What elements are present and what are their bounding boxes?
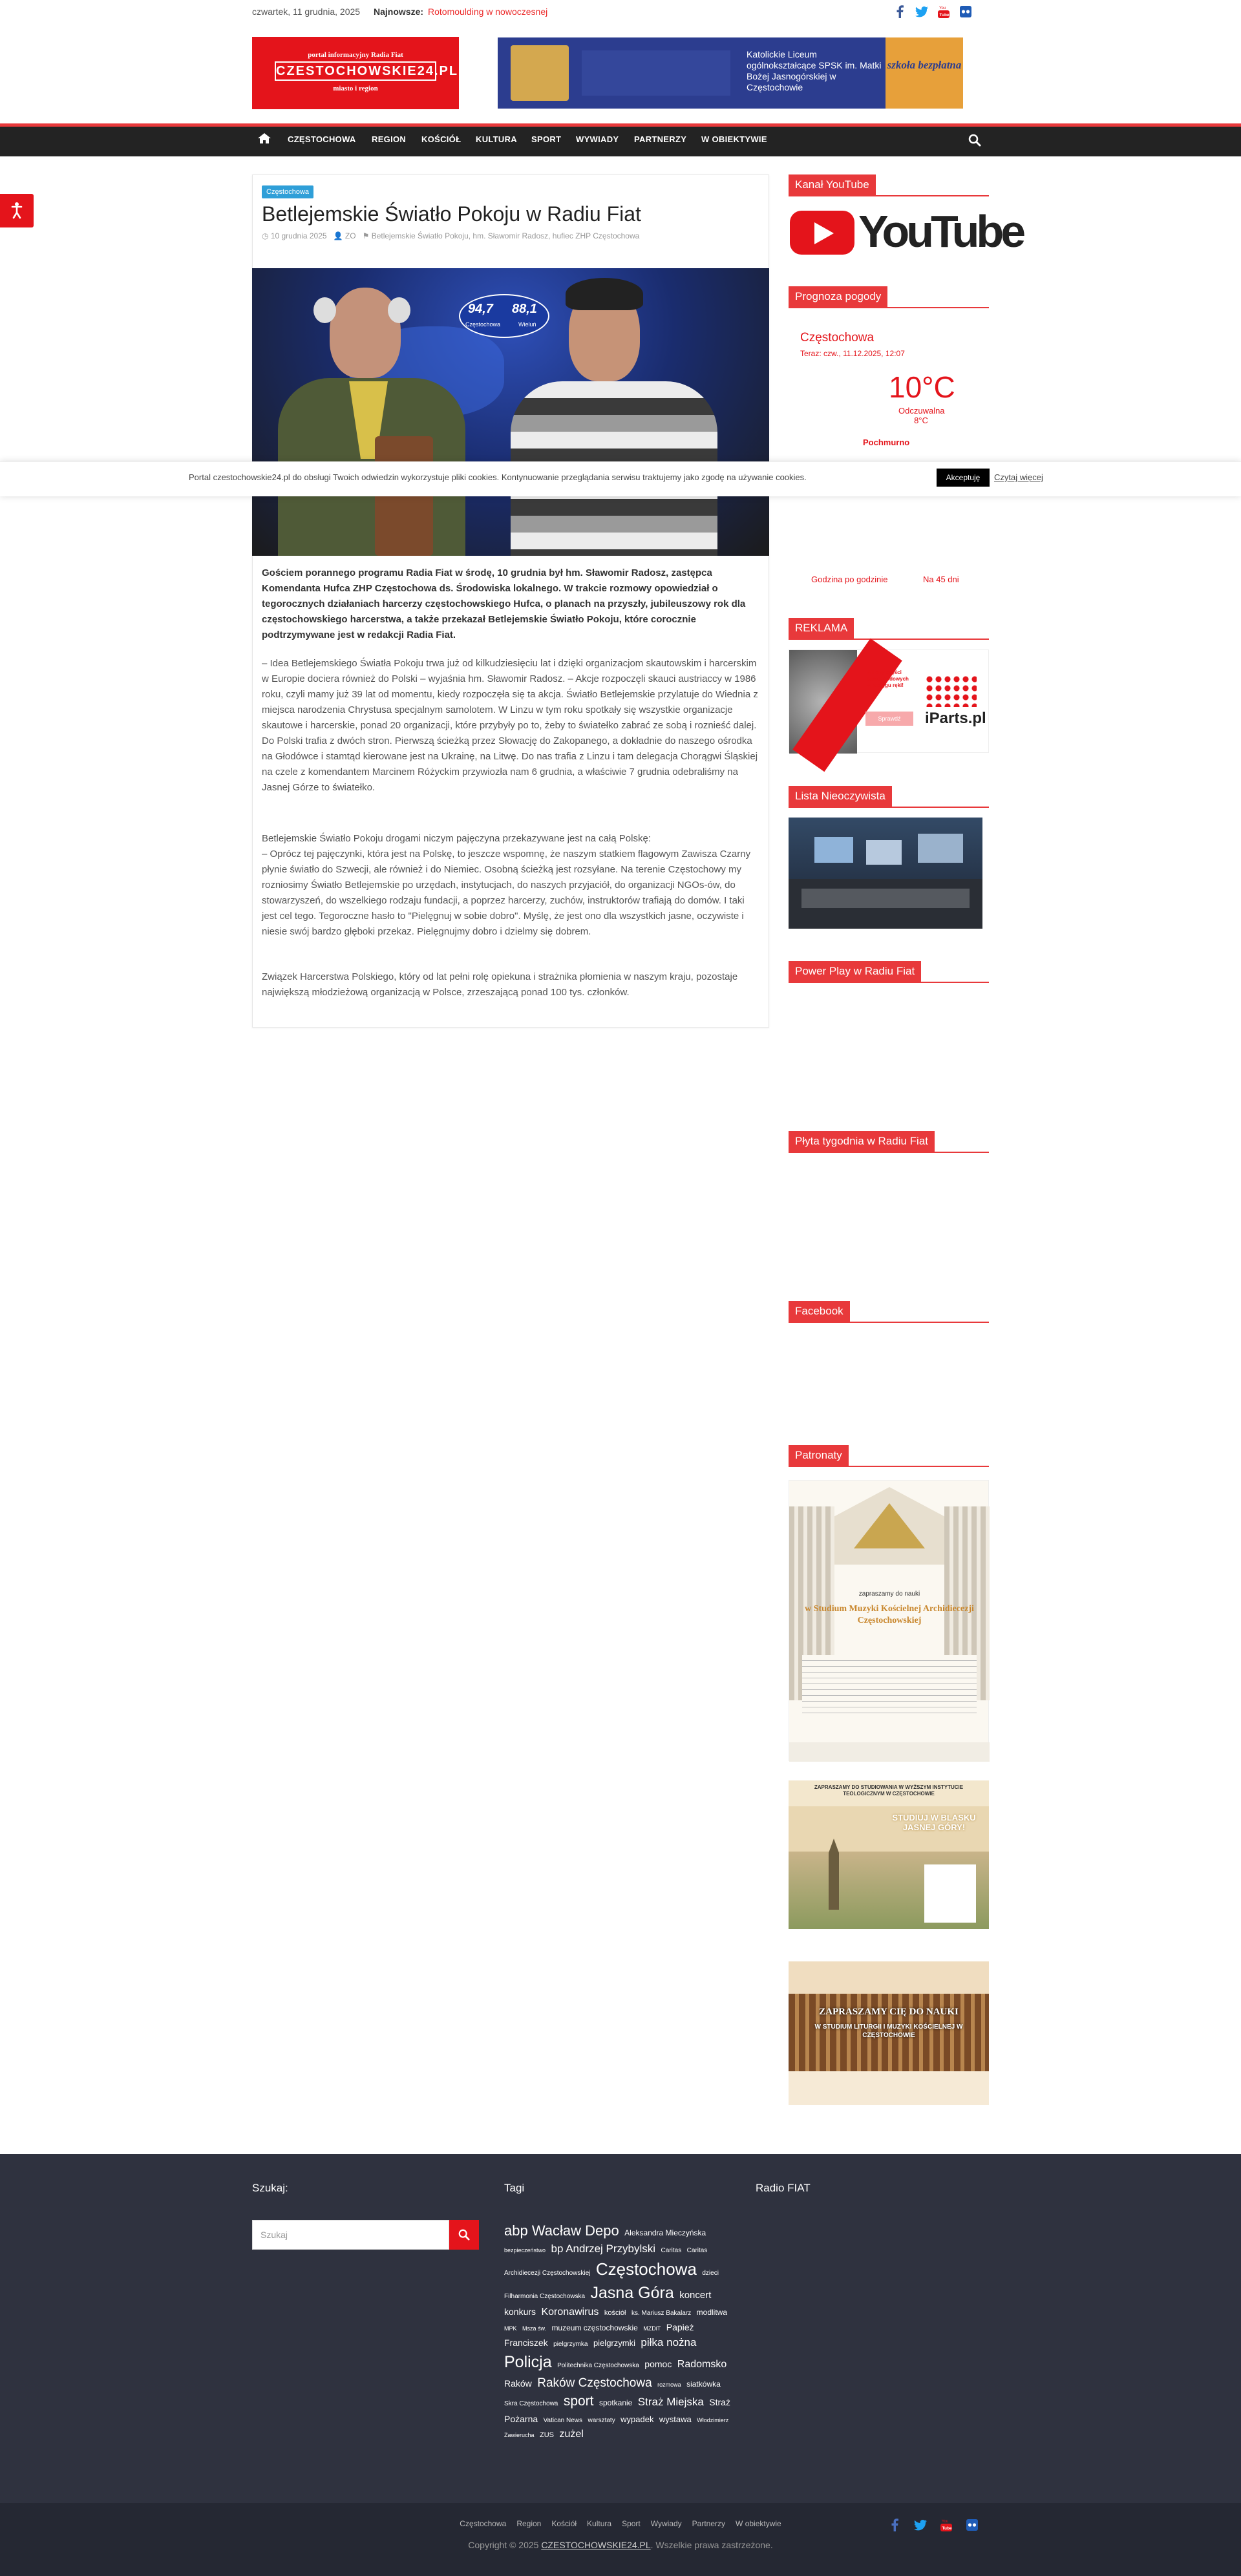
- article-paragraph: Betlejemskie Światło Pokoju drogami niczym pajęczyna przekazywane jest na całą Polskę:: [262, 833, 651, 844]
- article-date[interactable]: 10 grudnia 2025: [270, 231, 327, 240]
- latest-news-link[interactable]: Rotomoulding w nowoczesnej: [428, 6, 548, 17]
- nav-item-czestochowa[interactable]: CZĘSTOCHOWA: [288, 134, 356, 144]
- site-logo[interactable]: [252, 37, 459, 109]
- widget-title-lista-nieoczywista: Lista Nieoczywista: [789, 786, 989, 808]
- footer-nav-item[interactable]: Partnerzy: [692, 2519, 726, 2528]
- svg-text:You: You: [939, 6, 946, 10]
- tag-link[interactable]: Policja: [504, 2353, 552, 2372]
- widget-title-patronaty: Patronaty: [789, 1445, 989, 1467]
- article-tags[interactable]: Betlejemskie Światło Pokoju, hm. Sławomir Radosz, hufiec ZHP Częstochowa: [371, 231, 640, 240]
- nav-item-sport[interactable]: SPORT: [531, 134, 562, 144]
- weather-city: Częstochowa: [800, 331, 875, 344]
- nav-item-w-obiektywie[interactable]: W OBIEKTYWIE: [701, 134, 767, 144]
- article-title: Betlejemskie Światło Pokoju w Radiu Fiat: [262, 202, 641, 226]
- svg-text:Tube: Tube: [942, 2526, 952, 2531]
- facebook-icon[interactable]: [891, 3, 909, 21]
- patron-ad-studium-muzyki[interactable]: zapraszamy do nauki w Studium Muzyki Kościelnej Archidiecezji Częstochowskiej: [789, 1480, 989, 1761]
- tag-link[interactable]: Vatican News: [543, 2416, 583, 2424]
- user-icon: 👤: [333, 231, 343, 240]
- article-paragraph: – Idea Betlejemskiego Światła Pokoju trwa już od kilkudziesięciu lat i dzięki organizacjom skautowskim i harcerskim w Europie dociera również do Polski – wyjaśnia hm. Sławomir Radosz. – Akcje rozpoczęli skauci austriaccy w 1986 roku, czyli mamy już 39 lat od momentu, kiedy rozpoczęła się ta akcja. Światło Betlejemskie przylatuje do Wiednia z miejsca narodzenia Chrystusa specjalnym samolotem. W Linzu w tym roku spotkały się wszystkie organizacje skautowe i harcerskie, ponad 20 organizacji, które przybyły po to, żeby to światełko zabrać ze sobą i roznieść dalej. Do Polski trafia z dwóch stron. Pierwszą ścieżką przez Słowację do Zakopanego, a dokładnie do naszego ośrodka na Głodówce i stamtąd kierowane jest na Ukrainę, na Litwę. Do nas trafia z Linzu i tam delegacja Chorągwi Śląskiej na czele z komendantem Marcinem Różyckim przywiozła nam 6 grudnia, a właściwie 7 grudnia odebraliśmy na Jasnej Górze to światełko.: [262, 658, 758, 793]
- nav-item-partnerzy[interactable]: PARTNERZY: [634, 134, 687, 144]
- tag-link[interactable]: MZDiT: [643, 2325, 661, 2332]
- cookie-more-link[interactable]: Czytaj więcej: [994, 472, 1043, 482]
- footer-nav-item[interactable]: W obiektywie: [736, 2519, 781, 2528]
- tag-link[interactable]: dzieci: [702, 2269, 719, 2277]
- tag-link[interactable]: Msza św.: [522, 2325, 546, 2332]
- nav-item-region[interactable]: REGION: [372, 134, 407, 144]
- tag-link[interactable]: Koronawirus: [541, 2307, 599, 2318]
- svg-text:YouTube: YouTube: [858, 206, 1023, 257]
- tag-link[interactable]: ZUS: [539, 2431, 554, 2439]
- tag-link[interactable]: MPK: [504, 2325, 517, 2332]
- footer-nav-item[interactable]: Wywiady: [650, 2519, 682, 2528]
- patron-ad-wit[interactable]: ZAPRASZAMY DO STUDIOWANIA W WYŻSZYM INSTYTUCIE TEOLOGICZNYM W CZĘSTOCHOWIE STUDIUJ W BLASKU JASNEJ GÓRY!: [789, 1780, 989, 1929]
- tag-link[interactable]: Caritas: [661, 2246, 682, 2254]
- youtube-icon[interactable]: [935, 3, 953, 21]
- tag-link[interactable]: Caritas Archidiecezji Częstochowskiej: [504, 2246, 708, 2277]
- tag-cloud: [504, 2221, 734, 2442]
- weather-description: Pochmurno: [863, 438, 910, 447]
- nav-item-kosciol[interactable]: KOŚCIÓŁ: [421, 134, 461, 144]
- search-button[interactable]: [449, 2220, 479, 2250]
- footer-radio-title: Radio FIAT: [756, 2182, 811, 2194]
- svg-text:Tube: Tube: [939, 13, 949, 17]
- tag-link[interactable]: kościół: [604, 2309, 626, 2317]
- article-author[interactable]: ZO: [345, 231, 356, 240]
- footer-nav-item[interactable]: Kościół: [551, 2519, 577, 2528]
- footer-nav-item[interactable]: Sport: [622, 2519, 641, 2528]
- article-lead: Gościem porannego programu Radia Fiat w środę, 10 grudnia był hm. Sławomir Radosz, zastępca Komendanta Hufca ZHP Częstochowa ds. Środowiska lokalnego. W trakcie rozmowy opowiedział o tegorocznych działaniach harcerzy częstochowskiego Hufca, o planach na przyszły, jubileuszowy rok dla częstochowskiego harcerstwa, a także przekazał Betlejemskie Światło Pokoju, które corocznie podtrzymywane jest w redakcji Radia Fiat.: [262, 567, 746, 640]
- copyright: Copyright © 2025 CZESTOCHOWSKIE24.PL. Wszelkie prawa zastrzeżone.: [468, 2540, 773, 2550]
- article-paragraph: Związek Harcerstwa Polskiego, który od lat pełni rolę opiekuna i strażnika płomienia w naszym kraju, pozostaje największą młodzieżową organizacją w Polsce, zrzeszającą ponad 100 tys. członków.: [262, 971, 738, 998]
- tag-link[interactable]: muzeum częstochowskie: [551, 2323, 638, 2332]
- widget-title-ad: REKLAMA: [789, 618, 989, 640]
- tag-link[interactable]: rozmowa: [657, 2381, 681, 2388]
- widget-title-weather: Prognoza pogody: [789, 286, 989, 308]
- article-paragraph: – Oprócz tej pajęczynki, która jest na Polskę, to jeszcze wspomnę, że naszym statkiem flagowym Zawisza Czarny płynie światło do Szwecji, ale również i do Niemiec. Osobną ścieżką jest rozsyłane. Na terenie Częstochowy my rozniosimy Światło Betlejemskie po urzędach, instytucjach, do naszych przyjaciół, do organizacji NGOs-ów, do stowarzyszeń, do wszelkiego rodzaju fundacji, a poprzez harcerzy, zuchów, instruktorów trafiają do domów. I taki jest cel tego. Tegoroczne hasło to "Pielęgnuj w sobie dobro". Myślę, że jest ono dla wszystkich jasne, oczywiste i niesie swój bardzo głęboki przekaz. Pielęgnujmy dobro i dzielmy się dobrem.: [262, 849, 751, 937]
- tag-link[interactable]: Straż Pożarna: [504, 2397, 730, 2424]
- tag-link[interactable]: Papież Franciszek: [504, 2321, 694, 2348]
- tag-link[interactable]: wypadek: [620, 2414, 654, 2424]
- iparts-ad[interactable]: Miliony części samochodowych w zasięgu ręki! Sprawdź iParts.pl: [789, 649, 989, 753]
- main-nav: [0, 127, 1241, 156]
- tag-link[interactable]: spotkanie: [599, 2398, 633, 2408]
- footer-search-title: Szukaj:: [252, 2182, 288, 2194]
- tag-link[interactable]: pomoc: [644, 2359, 672, 2370]
- tag-link[interactable]: pielgrzymki: [593, 2338, 635, 2348]
- banner-cta: szkoła bezpłatna: [886, 37, 963, 109]
- tag-link[interactable]: Politechnika Częstochowska: [557, 2362, 639, 2370]
- category-badge[interactable]: Częstochowa: [262, 185, 313, 198]
- article-meta: [262, 231, 639, 240]
- cookie-text: Portal czestochowskie24.pl do obsługi Twoich odwiedzin wykorzystuje pliki cookies. Kontynuowanie przeglądania serwisu traktujemy jako zgodę na używanie cookies.: [189, 472, 807, 482]
- banner-building-image: [582, 50, 730, 96]
- calendar-icon: ◷: [262, 231, 269, 240]
- tag-link[interactable]: Skra Częstochowa: [504, 2400, 558, 2408]
- tag-link[interactable]: Raków Częstochowa: [537, 2376, 652, 2390]
- school-emblem: [511, 45, 569, 101]
- radio-logo: 94,7 88,1 Częstochowa Wieluń: [459, 294, 549, 338]
- patron-ad-studium-liturgii[interactable]: ZAPRASZAMY CIĘ DO NAUKI W STUDIUM LITURGII I MUZYKI KOŚCIELNEJ W CZĘSTOCHOWIE: [789, 1961, 989, 2105]
- flickr-icon[interactable]: [957, 3, 975, 21]
- tag-link[interactable]: Straż Miejska: [637, 2396, 704, 2409]
- nav-item-wywiady[interactable]: WYWIADY: [576, 134, 619, 144]
- footer-nav-item[interactable]: Częstochowa: [460, 2519, 507, 2528]
- facebook-icon[interactable]: [886, 2516, 904, 2534]
- nav-item-kultura[interactable]: KULTURA: [476, 134, 517, 144]
- weather-temperature: 10°C: [889, 370, 955, 404]
- tag-link[interactable]: piłka nożna: [641, 2336, 697, 2349]
- tag-icon: ⚑: [362, 231, 370, 240]
- accessibility-icon[interactable]: [0, 194, 34, 227]
- tag-link[interactable]: modlitwa: [696, 2308, 728, 2317]
- tag-link[interactable]: pielgrzymka: [553, 2340, 588, 2348]
- current-date: czwartek, 11 grudnia, 2025: [252, 6, 361, 17]
- tag-link[interactable]: siatkówka: [686, 2379, 721, 2389]
- footer-nav-item[interactable]: Region: [516, 2519, 542, 2528]
- tag-link[interactable]: Radomsko: [677, 2359, 727, 2370]
- tag-link[interactable]: bezpieczeństwo: [504, 2246, 546, 2254]
- tag-link[interactable]: bp Andrzej Przybylski: [551, 2242, 656, 2255]
- widget-title-youtube: Kanał YouTube: [789, 174, 989, 196]
- widget-title-facebook: Facebook: [789, 1301, 989, 1323]
- article-photo: [252, 268, 769, 556]
- footer-tags-title: Tagi: [504, 2182, 525, 2194]
- tag-link[interactable]: koncert: [679, 2290, 712, 2301]
- latest-news-label: Najnowsze:: [374, 6, 424, 17]
- tag-link[interactable]: wystawa: [659, 2414, 692, 2424]
- tag-link[interactable]: Włodzimierz Zawierucha: [504, 2416, 729, 2438]
- widget-title-plyta-tygodnia: Płyta tygodnia w Radiu Fiat: [789, 1131, 989, 1153]
- studio-photo[interactable]: [789, 818, 982, 929]
- tag-link[interactable]: abp Wacław Depo: [504, 2222, 619, 2239]
- tag-link[interactable]: Jasna Góra: [590, 2284, 674, 2303]
- youtube-icon[interactable]: [937, 2516, 955, 2534]
- home-icon[interactable]: [257, 132, 271, 147]
- youtube-channel-logo[interactable]: [790, 206, 1023, 257]
- header-ad-banner[interactable]: [498, 37, 963, 109]
- tag-link[interactable]: ks. Mariusz Bakalarz: [631, 2310, 692, 2317]
- logo-subtitle: miasto i region: [333, 85, 378, 92]
- cookie-accept-button[interactable]: Akceptuję: [937, 469, 990, 487]
- tag-link[interactable]: Raków: [504, 2378, 532, 2389]
- search-icon: [458, 2229, 470, 2241]
- weather-time: Teraz: czw., 11.12.2025, 12:07: [800, 349, 905, 358]
- weather-tab-45-days[interactable]: Na 45 dni: [923, 575, 959, 584]
- weather-feels-like: Odczuwalna 8°C: [898, 406, 945, 425]
- logo-tagline: portal informacyjny Radia Fiat: [308, 51, 403, 59]
- widget-title-power-play: Power Play w Radiu Fiat: [789, 961, 989, 983]
- logo-wordmark: CZESTOCHOWSKIE24.PL: [275, 61, 436, 81]
- tag-link[interactable]: zużel: [559, 2428, 584, 2440]
- tag-link[interactable]: Częstochowa: [595, 2259, 697, 2279]
- search-input[interactable]: Szukaj: [252, 2220, 449, 2250]
- footer-nav: [0, 2519, 1241, 2528]
- tag-link[interactable]: Aleksandra Mieczyńska: [624, 2228, 706, 2237]
- search-icon[interactable]: [968, 134, 981, 150]
- copyright-site-link[interactable]: CZESTOCHOWSKIE24.PL: [541, 2540, 651, 2550]
- top-bar: [0, 0, 1241, 26]
- weather-tab-hourly[interactable]: Godzina po godzinie: [811, 575, 888, 584]
- flickr-icon[interactable]: [963, 2516, 981, 2534]
- twitter-icon[interactable]: [911, 2516, 929, 2534]
- twitter-icon[interactable]: [913, 3, 931, 21]
- svg-text:You: You: [942, 2520, 949, 2524]
- tag-link[interactable]: sport: [563, 2394, 594, 2409]
- banner-text: Katolickie Liceum ogólnokształcące SPSK im. Matki Bożej Jasnogórskiej w Częstochowie: [747, 49, 882, 92]
- footer-nav-item[interactable]: Kultura: [587, 2519, 612, 2528]
- tag-link[interactable]: konkurs: [504, 2307, 536, 2317]
- tag-link[interactable]: warsztaty: [588, 2416, 615, 2424]
- tag-link[interactable]: Filharmonia Częstochowska: [504, 2293, 586, 2301]
